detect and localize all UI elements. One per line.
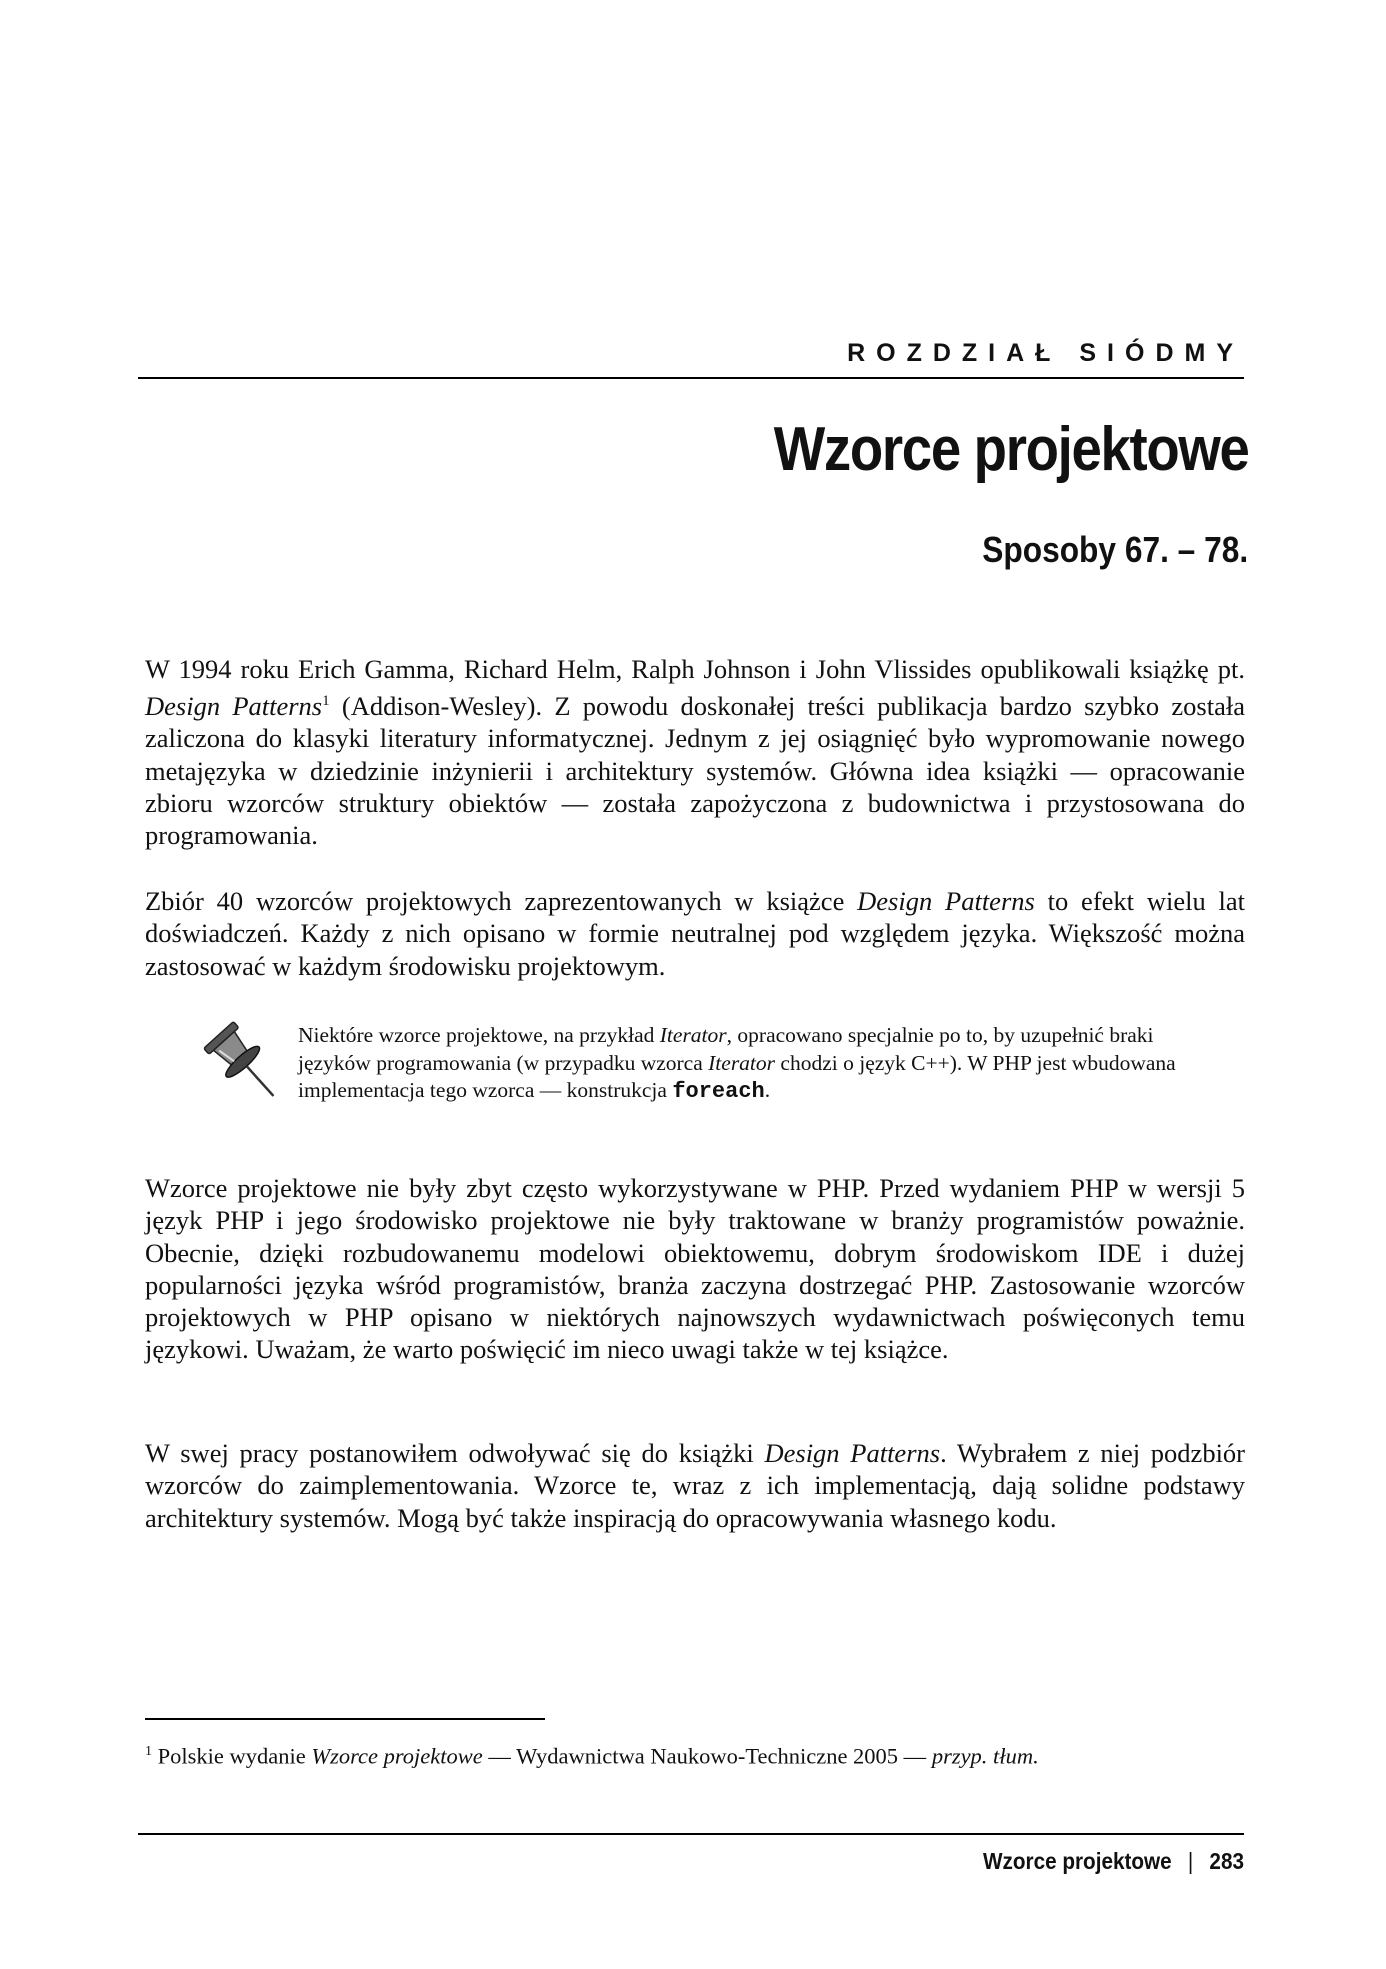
note-text [298, 1022, 1208, 1106]
header-rule [138, 377, 1244, 379]
book-title: Design Patterns [145, 691, 323, 722]
paragraph-text: . Wybrałem z niej podzbiór wzorców do zaimplementowania. Wzorce te, wraz z ich implementacją, dają solidne podstawy architektury systemów. Mogą być także inspiracją do opracowywania własnego kodu. [145, 1438, 1246, 1533]
footer-rule [138, 1833, 1244, 1835]
footnote-ref[interactable]: 1 [322, 693, 330, 710]
page-number: 283 [1209, 1848, 1244, 1874]
paragraph-intro [145, 653, 1245, 852]
chapter-title: Wzorce projektowe [773, 415, 1248, 484]
paragraph-text: to efekt wielu lat doświadczeń. Każdy z nich opisano w formie neutralnej pod względem języka. Większość można zastosować w każdym środowisku projektowym. [145, 886, 1245, 981]
pattern-name: Iterator [659, 1023, 727, 1047]
paragraph-text: W 1994 roku Erich Gamma, Richard Helm, Ralph Johnson i John Vlissides opublikowali książkę pt. [145, 654, 1245, 684]
note-segment: . [764, 1078, 771, 1102]
paragraph-text: (Addison-Wesley). Z powodu doskonałej treści publikacja bardzo szybko została zaliczona do klasyki literatury informatycznej. Jednym z jej osiągnięć było wypromowanie nowego metajęzyka w dziedzinie inżynierii i architektury systemów. Główna idea książki — opracowanie zbioru wzorców struktury obiektów — została zapożyczona z budownictwa i przystosowana do programowania. [145, 691, 1245, 851]
paragraph-patterns [145, 885, 1245, 982]
footnote [145, 1738, 1245, 1771]
footnote-rule [145, 1718, 545, 1720]
page-footer [983, 1848, 1244, 1875]
footnote-segment: Polskie wydanie [152, 1743, 312, 1769]
note-segment: , opracowano specjalnie po to, by uzupełnić braki języków programowania (w przypadku wzorca [298, 1023, 1154, 1075]
running-title: Wzorce projektowe [983, 1848, 1172, 1874]
footer-separator: | [1187, 1848, 1194, 1874]
pushpin-icon [192, 1016, 292, 1106]
chapter-label: ROZDZIAŁ SIÓDMY [847, 339, 1244, 367]
note-segment: chodzi o język C++). W PHP jest wbudowana implementacja tego wzorca — konstrukcja [298, 1050, 1176, 1102]
paragraph-php: Wzorce projektowe nie były zbyt często wykorzystywane w PHP. Przed wydaniem PHP w wersji 5 język PHP i jego środowisko projektowe nie były traktowane w branży programistów poważnie. Obecnie, dzięki rozbudowanemu modelowi obiektowemu, dobrym środowiskom IDE i dużej popularności języka wśród programistów, branża zaczyna dostrzegać PHP. Zastosowanie wzorców projektowych w PHP opisano w niektórych najnowszych wydawnictwach poświęconych temu językowi. Uważam, że warto poświęcić im nieco uwagi także w tej książce. [145, 1173, 1245, 1365]
footnote-italic: Wzorce projektowe [311, 1743, 483, 1769]
code-keyword: foreach [672, 1079, 765, 1104]
note-segment: Niektóre wzorce projektowe, na przykład [298, 1023, 660, 1047]
paragraph-text: Zbiór 40 wzorców projektowych zaprezentowanych w książce [145, 886, 858, 916]
book-title: Design Patterns [764, 1438, 941, 1468]
book-title: Design Patterns [857, 886, 1035, 916]
pattern-name: Iterator [708, 1050, 776, 1075]
footnote-segment: — Wydawnictwa Naukowo-Techniczne 2005 — [482, 1743, 932, 1769]
footnote-number: 1 [145, 1744, 152, 1759]
paragraph-text: W swej pracy postanowiłem odwoływać się do książki [145, 1438, 765, 1468]
chapter-subtitle: Sposoby 67. – 78. [982, 529, 1248, 570]
footnote-italic: przyp. tłum. [931, 1743, 1039, 1769]
paragraph-approach [145, 1437, 1245, 1534]
